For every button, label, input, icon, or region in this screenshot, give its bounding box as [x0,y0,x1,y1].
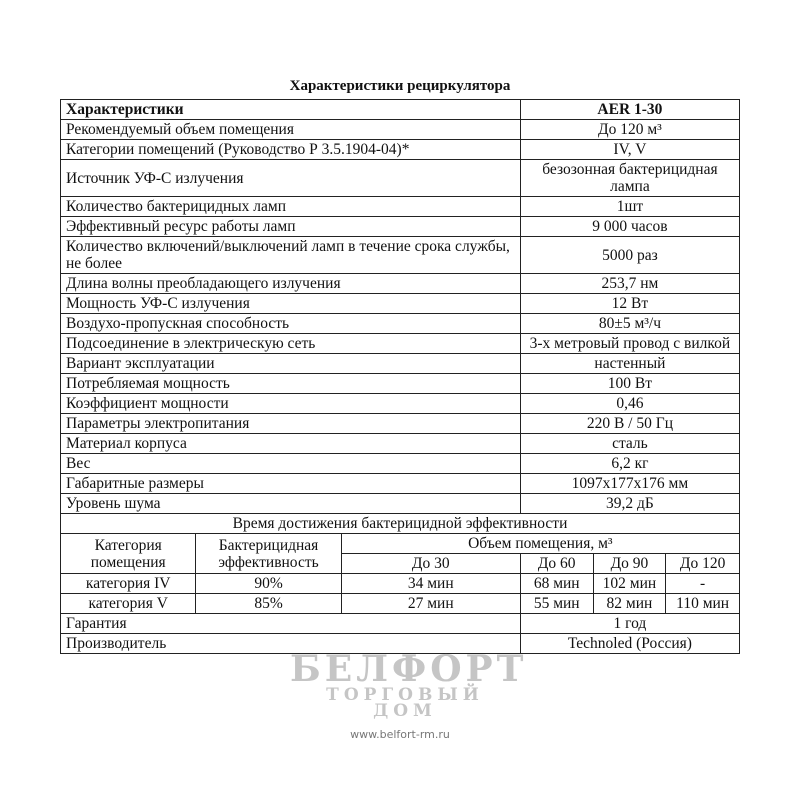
table-row [61,120,740,140]
spec-value: 1шт [520,197,739,217]
spec-value: 80±5 м³/ч [520,314,739,334]
table-row [61,374,740,394]
efficiency-title: Время достижения бактерицидной эффективности [61,514,740,534]
efficiency-title-row [61,514,740,534]
category-cell: категория IV [61,574,196,594]
efficiency-cell: 90% [196,574,341,594]
category-cell: категория V [61,594,196,614]
volume-header: До 60 [520,554,593,574]
col-efficiency-header: Бактерицидная эффективность [196,534,341,574]
efficiency-header-row [61,534,740,554]
spec-value: 5000 раз [520,237,739,274]
spec-label: Коэффициент мощности [61,394,521,414]
spec-value: 100 Вт [520,374,739,394]
table-row [61,634,740,654]
efficiency-cell: 85% [196,594,341,614]
table-row [61,314,740,334]
manufacturer-value: Technoled (Россия) [520,634,739,654]
spec-label: Эффективный ресурс работы ламп [61,217,521,237]
time-cell: 110 мин [666,594,740,614]
table-row [61,354,740,374]
watermark-logo [290,648,528,721]
table-row [61,614,740,634]
table-title: Характеристики рециркулятора [289,78,511,94]
spec-value: 220 В / 50 Гц [520,414,739,434]
table-row [61,274,740,294]
time-cell: - [666,574,740,594]
manufacturer-label: Производитель [61,634,521,654]
table-row [61,140,740,160]
col-category-header: Категория помещения [61,534,196,574]
table-row [61,160,740,197]
spec-label: Уровень шума [61,494,521,514]
spec-label: Габаритные размеры [61,474,521,494]
spec-label: Количество бактерицидных ламп [61,197,521,217]
spec-value: До 120 м³ [520,120,739,140]
spec-value: 39,2 дБ [520,494,739,514]
spec-value: настенный [520,354,739,374]
warranty-label: Гарантия [61,614,521,634]
table-row [61,454,740,474]
spec-value: 1097x177x176 мм [520,474,739,494]
spec-label: Категории помещений (Руководство Р 3.5.1904-04)* [61,140,521,160]
table-row [61,294,740,314]
spec-label: Материал корпуса [61,434,521,454]
time-cell: 102 мин [593,574,666,594]
spec-label: Воздухо-пропускная способность [61,314,521,334]
table-row [61,217,740,237]
efficiency-row [61,574,740,594]
spec-label: Количество включений/выключений ламп в течение срока службы, не более [61,237,521,274]
volume-header: До 120 [666,554,740,574]
table-header-row [61,100,740,120]
time-cell: 27 мин [341,594,520,614]
table-row [61,334,740,354]
spec-value: 12 Вт [520,294,739,314]
spec-table [60,99,740,654]
warranty-value: 1 год [520,614,739,634]
table-row [61,237,740,274]
time-cell: 82 мин [593,594,666,614]
volume-header: До 90 [593,554,666,574]
spec-label: Мощность УФ-С излучения [61,294,521,314]
spec-label: Источник УФ-С излучения [61,160,521,197]
table-row [61,414,740,434]
spec-label: Длина волны преобладающего излучения [61,274,521,294]
spec-label: Рекомендуемый объем помещения [61,120,521,140]
spec-label: Подсоединение в электрическую сеть [61,334,521,354]
time-cell: 34 мин [341,574,520,594]
spec-value: безозонная бактерицидная лампа [520,160,739,197]
spec-label: Параметры электропитания [61,414,521,434]
spec-label: Вес [61,454,521,474]
spec-value: 9 000 часов [520,217,739,237]
table-row [61,474,740,494]
watermark-line-2: ТОРГОВЫЙ ДОМ [326,685,484,721]
spec-label: Потребляемая мощность [61,374,521,394]
spec-value: 0,46 [520,394,739,414]
volume-header: До 30 [341,554,520,574]
spec-value: IV, V [520,140,739,160]
watermark-line-1: БЕЛФОРТ [290,648,528,690]
table-row [61,394,740,414]
spec-value: сталь [520,434,739,454]
spec-value: 6,2 кг [520,454,739,474]
time-cell: 55 мин [520,594,593,614]
spec-value: 3-х метровый провод с вилкой [520,334,739,354]
col-volume-header: Объем помещения, м³ [341,534,739,554]
header-label: Характеристики [61,100,521,120]
spec-label: Вариант эксплуатации [61,354,521,374]
site-url: www.belfort-rm.ru [350,728,450,741]
table-row [61,434,740,454]
time-cell: 68 мин [520,574,593,594]
efficiency-row [61,594,740,614]
spec-value: 253,7 нм [520,274,739,294]
header-model: AER 1-30 [520,100,739,120]
table-row [61,494,740,514]
table-row [61,197,740,217]
